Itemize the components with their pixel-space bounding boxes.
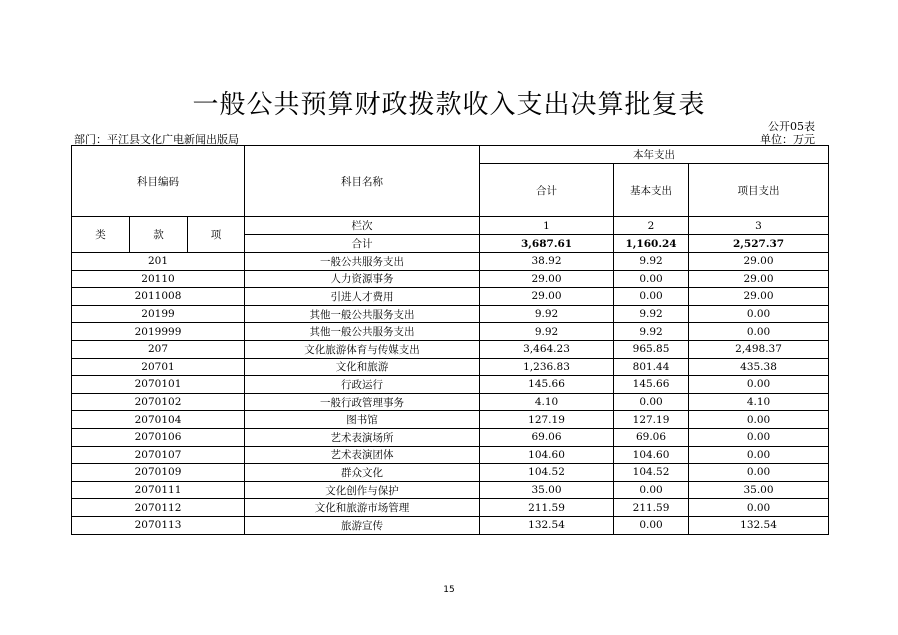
project-expense-cell: 0.00 [689, 305, 829, 323]
subject-code-cell: 201 [72, 253, 245, 271]
table-row [72, 376, 829, 394]
project-expense-cell: 0.00 [689, 499, 829, 517]
page-title: 一般公共预算财政拨款收入支出决算批复表 [192, 90, 706, 120]
subject-name-cell: 文化和旅游市场管理 [245, 499, 480, 517]
subject-name-cell: 艺术表演团体 [245, 446, 480, 464]
column-number-2: 2 [614, 217, 689, 235]
basic-expense-cell: 9.92 [614, 305, 689, 323]
subject-name-cell: 旅游宣传 [245, 516, 480, 534]
project-expense-cell: 4.10 [689, 393, 829, 411]
table-row [72, 323, 829, 341]
total-header: 合计 [480, 164, 614, 217]
page-number: 15 [443, 585, 455, 595]
basic-expense-cell: 0.00 [614, 393, 689, 411]
total-cell: 3,464.23 [480, 340, 614, 358]
subject-code-cell: 2070109 [72, 464, 245, 482]
project-expense-cell: 0.00 [689, 323, 829, 341]
table-row [72, 393, 829, 411]
sum-project: 2,527.37 [689, 235, 829, 253]
total-cell: 69.06 [480, 428, 614, 446]
table-row [72, 305, 829, 323]
lei-header: 类 [72, 217, 130, 253]
subject-name-cell: 艺术表演场所 [245, 428, 480, 446]
subject-code-cell: 207 [72, 340, 245, 358]
project-expense-cell: 0.00 [689, 446, 829, 464]
project-expense-cell: 29.00 [689, 288, 829, 306]
total-cell: 145.66 [480, 376, 614, 394]
sum-basic: 1,160.24 [614, 235, 689, 253]
xiang-header: 项 [188, 217, 245, 253]
sum-label: 合计 [245, 235, 480, 253]
basic-expense-cell: 127.19 [614, 411, 689, 429]
total-cell: 104.52 [480, 464, 614, 482]
subject-name-cell: 群众文化 [245, 464, 480, 482]
project-expense-cell: 0.00 [689, 464, 829, 482]
table-row [72, 499, 829, 517]
total-cell: 9.92 [480, 323, 614, 341]
subject-name-cell: 行政运行 [245, 376, 480, 394]
table-row [72, 340, 829, 358]
total-cell: 4.10 [480, 393, 614, 411]
basic-header: 基本支出 [614, 164, 689, 217]
total-cell: 9.92 [480, 305, 614, 323]
header-row-1 [72, 146, 829, 164]
subject-code-cell: 20199 [72, 305, 245, 323]
project-expense-cell: 132.54 [689, 516, 829, 534]
table-row [72, 481, 829, 499]
basic-expense-cell: 104.52 [614, 464, 689, 482]
basic-expense-cell: 965.85 [614, 340, 689, 358]
basic-expense-cell: 9.92 [614, 323, 689, 341]
project-expense-cell: 2,498.37 [689, 340, 829, 358]
table-row [72, 446, 829, 464]
table-row [72, 428, 829, 446]
subject-code-cell: 2070111 [72, 481, 245, 499]
total-cell: 29.00 [480, 270, 614, 288]
total-cell: 132.54 [480, 516, 614, 534]
basic-expense-cell: 145.66 [614, 376, 689, 394]
total-cell: 104.60 [480, 446, 614, 464]
subject-name-cell: 引进人才费用 [245, 288, 480, 306]
sum-total: 3,687.61 [480, 235, 614, 253]
table-row [72, 253, 829, 271]
table-row [72, 270, 829, 288]
subject-name-cell: 文化创作与保护 [245, 481, 480, 499]
basic-expense-cell: 0.00 [614, 270, 689, 288]
column-number-row [72, 217, 829, 235]
subject-code-cell: 2019999 [72, 323, 245, 341]
subject-name-cell: 文化旅游体育与传媒支出 [245, 340, 480, 358]
total-cell: 211.59 [480, 499, 614, 517]
subject-code-cell: 2070102 [72, 393, 245, 411]
total-cell: 38.92 [480, 253, 614, 271]
project-expense-cell: 0.00 [689, 428, 829, 446]
subject-code-cell: 20110 [72, 270, 245, 288]
column-number-3: 3 [689, 217, 829, 235]
subject-name-cell: 其他一般公共服务支出 [245, 323, 480, 341]
kuan-header: 款 [130, 217, 188, 253]
unit-label: 单位：万元 [760, 133, 815, 146]
subject-name-cell: 人力资源事务 [245, 270, 480, 288]
department-label: 部门：平江县文化广电新闻出版局 [74, 133, 239, 146]
project-expense-cell: 435.38 [689, 358, 829, 376]
total-cell: 35.00 [480, 481, 614, 499]
table-row [72, 358, 829, 376]
project-expense-cell: 0.00 [689, 376, 829, 394]
subject-code-cell: 2070104 [72, 411, 245, 429]
subject-code-cell: 2070107 [72, 446, 245, 464]
subject-name-cell: 一般行政管理事务 [245, 393, 480, 411]
subject-name-cell: 其他一般公共服务支出 [245, 305, 480, 323]
basic-expense-cell: 104.60 [614, 446, 689, 464]
project-expense-cell: 35.00 [689, 481, 829, 499]
subject-code-cell: 2070106 [72, 428, 245, 446]
subject-code-cell: 2011008 [72, 288, 245, 306]
basic-expense-cell: 0.00 [614, 481, 689, 499]
table-row [72, 464, 829, 482]
year-expense-header: 本年支出 [480, 146, 829, 164]
subject-code-cell: 2070101 [72, 376, 245, 394]
project-expense-cell: 29.00 [689, 253, 829, 271]
subject-code-cell: 2070113 [72, 516, 245, 534]
subject-code-cell: 20701 [72, 358, 245, 376]
code-header: 科目编码 [72, 146, 245, 217]
table-row [72, 288, 829, 306]
column-number-1: 1 [480, 217, 614, 235]
subject-name-cell: 一般公共服务支出 [245, 253, 480, 271]
basic-expense-cell: 0.00 [614, 516, 689, 534]
subject-code-cell: 2070112 [72, 499, 245, 517]
basic-expense-cell: 211.59 [614, 499, 689, 517]
table-row [72, 516, 829, 534]
project-header: 项目支出 [689, 164, 829, 217]
total-cell: 127.19 [480, 411, 614, 429]
basic-expense-cell: 0.00 [614, 288, 689, 306]
basic-expense-cell: 69.06 [614, 428, 689, 446]
budget-table [71, 145, 829, 535]
basic-expense-cell: 9.92 [614, 253, 689, 271]
form-code: 公开05表 [768, 120, 815, 133]
table-row [72, 411, 829, 429]
total-cell: 1,236.83 [480, 358, 614, 376]
name-header: 科目名称 [245, 146, 480, 217]
total-cell: 29.00 [480, 288, 614, 306]
column-number-label: 栏次 [245, 217, 480, 235]
table-body [72, 146, 829, 535]
basic-expense-cell: 801.44 [614, 358, 689, 376]
subject-name-cell: 图书馆 [245, 411, 480, 429]
subject-name-cell: 文化和旅游 [245, 358, 480, 376]
project-expense-cell: 29.00 [689, 270, 829, 288]
project-expense-cell: 0.00 [689, 411, 829, 429]
